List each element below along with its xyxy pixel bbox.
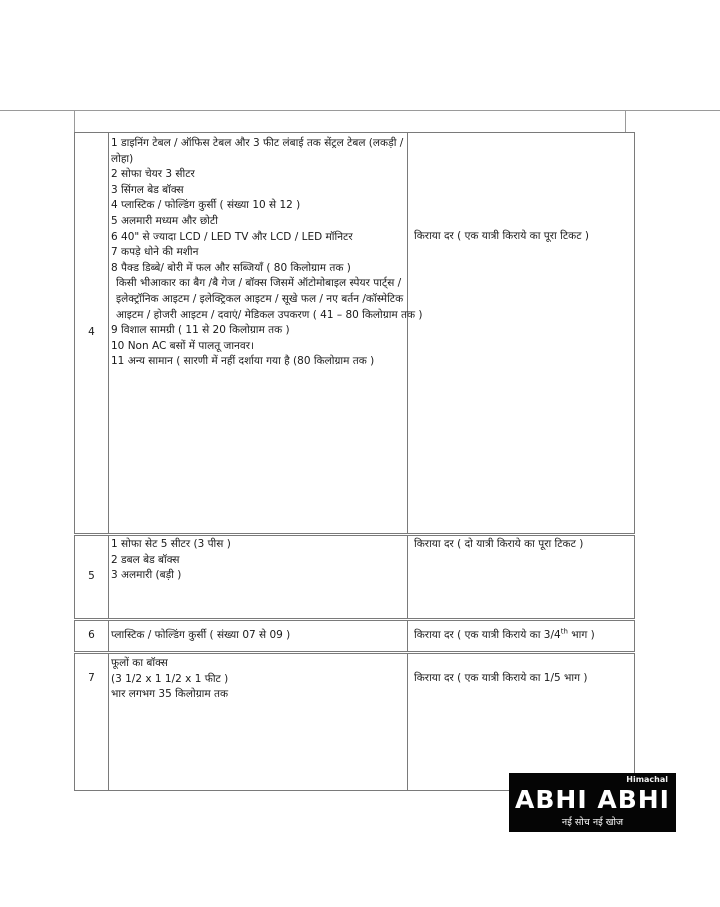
rate-text	[408, 628, 634, 644]
row-number: 4	[88, 326, 95, 339]
fare-table	[74, 132, 635, 791]
items-cell	[109, 620, 408, 653]
list-item: 8 पैक्ड डिब्बे/ बोरी में फल और सब्जियाँ ( 80 किलोग्राम तक )	[111, 261, 351, 274]
list-item: 3 सिंगल बेड बॉक्स	[111, 183, 184, 196]
logo-tagline: नई सोच नई खोज	[561, 817, 624, 828]
list-item: 2 डबल बेड बॉक्स	[111, 553, 180, 566]
header-divider-left	[74, 110, 75, 132]
rate-cell	[408, 535, 635, 620]
row-number-cell	[75, 620, 109, 653]
table-row	[75, 133, 635, 535]
rate-suffix: भाग )	[567, 629, 595, 642]
rate-text: किराया दर ( दो यात्री किराये का पूरा टिकट )	[414, 538, 584, 550]
row-number: 6	[88, 629, 95, 642]
table-row	[75, 535, 635, 620]
list-item: 3 अलमारी (बड़ी )	[111, 569, 182, 582]
list-item: 9 विशाल सामग्री ( 11 से 20 किलोग्राम तक )	[111, 324, 290, 337]
rate-cell	[408, 653, 635, 791]
list-item: 2 सोफा चेयर 3 सीटर	[111, 168, 195, 181]
list-item: 11 अन्य सामान ( सारणी में नहीं दर्शाया गया है (80 किलोग्राम तक )	[111, 355, 375, 368]
rate-cell	[408, 133, 635, 535]
rate-prefix: किराया दर ( एक यात्री किराये का 3/4	[414, 629, 561, 642]
rate-text: किराया दर ( एक यात्री किराये का पूरा टिकट )	[414, 230, 589, 242]
items-cell	[109, 535, 408, 620]
header-divider-right	[625, 110, 626, 132]
list-item: 6 40" से ज्यादा LCD / LED TV और LCD / LED मॉनिटर	[111, 230, 353, 243]
table-row	[75, 653, 635, 791]
list-item: प्लास्टिक / फोल्डिंग कुर्सी ( संख्या 07 से 09 )	[111, 629, 291, 642]
list-item: आइटम / होजरी आइटम / दवाएं/ मेडिकल उपकरण ( 41 – 80 किलोग्राम तक )	[116, 308, 423, 321]
list-item: 4 प्लास्टिक / फोल्डिंग कुर्सी ( संख्या 10 से 12 )	[111, 199, 301, 212]
list-item: 1 डाइनिंग टेबल / ऑफिस टेबल और 3 फीट लंबाई तक सेंट्रल टेबल (लकड़ी / लोहा)	[111, 137, 404, 165]
abhi-abhi-logo	[509, 773, 676, 832]
row-number: 5	[88, 570, 95, 582]
row-number-cell	[75, 653, 109, 791]
top-rule	[0, 110, 720, 111]
rate-text: किराया दर ( एक यात्री किराये का 1/5 भाग )	[414, 672, 588, 684]
list-item: 10 Non AC बसों में पालतू जानवर।	[111, 339, 254, 352]
list-item: किसी भीआकार का बैग /बै गेज / बॉक्स जिसमें ऑटोमोबाइल स्पेयर पार्ट्स /	[116, 277, 402, 290]
table-row	[75, 620, 635, 653]
items-cell	[109, 133, 423, 535]
list-item: इलेक्ट्रॉनिक आइटम / इलेक्ट्रिकल आइटम / सूखे फल / नए बर्तन /कॉस्मेटिक	[116, 292, 404, 305]
row-number-cell	[75, 133, 109, 535]
logo-name: ABHI ABHI	[515, 785, 670, 814]
logo-brand: Himachal	[626, 775, 668, 784]
rate-superscript: th	[560, 627, 568, 636]
list-item: 1 सोफा सेट 5 सीटर (3 पीस )	[111, 538, 231, 550]
list-item: 5 अलमारी मध्यम और छोटी	[111, 214, 218, 227]
list-item: 7 कपड़े धोने की मशीन	[111, 246, 199, 259]
list-item: भार लगभग 35 किलोग्राम तक	[111, 688, 229, 701]
items-cell	[109, 653, 408, 791]
list-item: (3 1/2 x 1 1/2 x 1 फीट )	[111, 672, 229, 685]
row-number: 7	[88, 672, 95, 684]
rate-cell	[408, 620, 635, 653]
row-number-cell	[75, 535, 109, 620]
list-item: फूलों का बॉक्स	[111, 657, 168, 669]
